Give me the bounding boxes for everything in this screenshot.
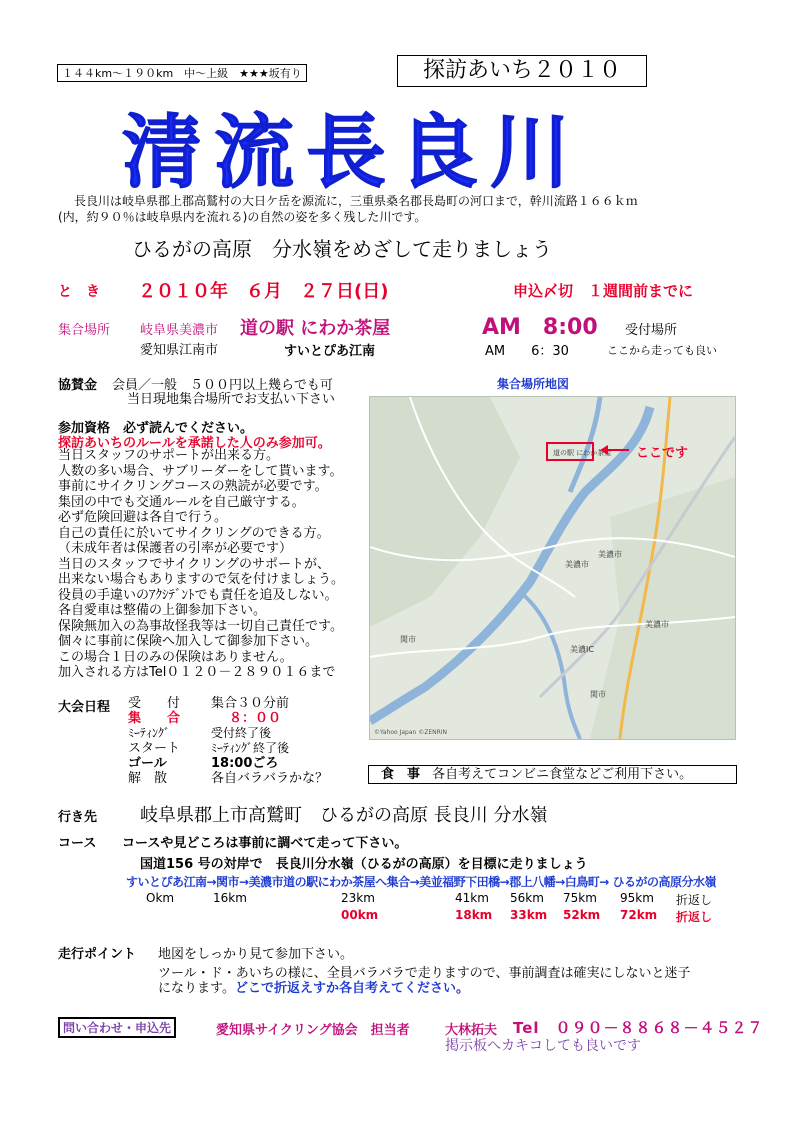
qualification-item: 出来ない場合もありますので気を付けましょう。 xyxy=(58,572,345,587)
qualification-item: この場合１日のみの保険はありません。 xyxy=(58,649,293,665)
course-route: すいとぴあ江南→関市→美濃市道の駅にわか茶屋へ集合→美並福野下田橋→郡上八幡→白鳥町→ ひるがの高原分水嶺 xyxy=(126,875,717,889)
callout-arrow xyxy=(605,449,629,451)
distance-b-3: 52km xyxy=(563,908,601,922)
qualification-heading: 参加資格 必ず読んでください。 xyxy=(58,421,254,436)
contact-note: 掲示板へカキコしても良いです xyxy=(445,1038,641,1054)
qualification-item: 自己の責任に於いてサイクリングのできる方。 xyxy=(58,525,330,541)
qualification-item: 事前にサイクリングコースの熟読が必要です。 xyxy=(58,479,328,494)
schedule-value: 受付終了後 xyxy=(211,726,272,740)
distance-a-6: 95km xyxy=(620,891,654,905)
page-title: 清流長良川 xyxy=(122,106,582,199)
schedule-value: 集合３０分前 xyxy=(211,696,290,711)
meeting-time-2: AM 6：30 xyxy=(485,344,569,359)
map-label-station: 道の駅 にわか茶屋 xyxy=(553,449,612,457)
meeting-place-1: 道の駅 にわか茶屋 xyxy=(240,318,391,339)
fee-line-1: 会員／一般 ５００円以上幾らでも可 xyxy=(112,378,333,393)
qualification-item: 必ず危険回避は各自で行う。 xyxy=(58,510,228,525)
distance-a-7: 折返し xyxy=(676,893,713,907)
map-label-4: 関市 xyxy=(590,690,606,699)
map-copyright: ©Yahoo Japan ©ZENRIN xyxy=(374,729,448,736)
distance-a-1: 16km xyxy=(213,891,247,905)
qualification-item: 人数の多い場合、サブリーダーをして貰います。 xyxy=(58,463,343,479)
schedule-value: 18:00ごろ xyxy=(211,756,279,771)
fee-label: 協賛金 xyxy=(58,378,98,393)
schedule-value: ８：００ xyxy=(229,711,282,726)
schedule-label: 大会日程 xyxy=(58,700,111,715)
arrow-head-icon xyxy=(600,445,608,455)
course-spec: １４４km～１９０km 中～上級 ★★★坂有り xyxy=(57,64,307,82)
qualification-item: 加入される方はTel０１２０－２８９０１６まで xyxy=(58,665,336,680)
qualification-item: 当日のスタッフでサイクリングのサポートが、 xyxy=(58,556,330,572)
schedule-key: ゴール xyxy=(128,756,167,771)
intro-line-1: 長良川は岐阜県郡上郡高鷲村の大日ケ岳を源流に，三重県桑名郡長島町の河口まで，幹川流路１６６ｋｍ xyxy=(74,194,638,208)
meeting-note-1: 受付場所 xyxy=(625,323,678,338)
intro-line-2: (内，約９０％は岐阜県内を流れる)の自然の姿を多く残した川です。 xyxy=(58,210,427,224)
distance-a-0: Okm xyxy=(146,891,175,905)
distance-a-2: 23km xyxy=(341,891,375,905)
contact-person: 大林拓夫 xyxy=(445,1023,498,1038)
qualification-item: 役員の手違いのｱｸｼﾃﾞﾝﾄでも責任を追及しない。 xyxy=(58,587,338,603)
map-callout: ここです xyxy=(636,446,689,461)
map-label-5: 美濃市 xyxy=(645,620,669,629)
destination-text: 岐阜県郡上市高鷲町 ひるがの高原 長良川 分水嶺 xyxy=(140,805,548,826)
event-name: 探訪あいち２０１０ xyxy=(397,55,647,87)
qualification-item: 各自愛車は整備の上御参加下さい。 xyxy=(58,603,267,618)
meeting-city-1: 岐阜県美濃市 xyxy=(140,323,219,338)
distance-a-5: 75km xyxy=(563,891,597,905)
qualification-item: 集団の中でも交通ルールを自己厳守する。 xyxy=(58,494,305,510)
contact-tel[interactable]: Tel ０９０－８８６８－４５２７ xyxy=(513,1019,764,1037)
meal-label: 食 事 xyxy=(381,767,421,782)
meeting-time-1: AM 8:00 xyxy=(482,315,598,340)
qualification-item: 個々に事前に保険へ加入して御参加下さい。 xyxy=(58,634,319,649)
map-label-2: 美濃市 xyxy=(598,550,622,559)
meal-box xyxy=(368,765,737,784)
distance-b-0: 00km xyxy=(341,908,379,922)
schedule-value: ﾐｰﾃｨﾝｸﾞ終了後 xyxy=(211,741,290,755)
map-label-3: 関市 xyxy=(400,635,416,644)
qualification-rule: 探訪あいちのルールを承諾した人のみ参加可。 xyxy=(58,436,331,451)
schedule-keys xyxy=(128,696,180,786)
date-value: ２０１０年 ６月 ２７日(日) xyxy=(138,281,389,302)
meeting-label: 集合場所 xyxy=(58,323,111,338)
distance-b-2: 33km xyxy=(510,908,548,922)
distance-a-3: 41km xyxy=(455,891,489,905)
schedule-key: ﾐｰﾃｨﾝｸﾞ xyxy=(128,726,171,740)
schedule-key: 集 合 xyxy=(128,711,181,726)
contact-label: 問い合わせ・申込先 xyxy=(58,1017,176,1038)
meeting-city-2: 愛知県江南市 xyxy=(140,343,219,358)
distance-b-5: 折返し xyxy=(676,910,713,924)
date-label: と き xyxy=(58,284,100,300)
course-line-2: 国道156 号の対岸で 長良川分水嶺（ひるがの高原）を目標に走りましょう xyxy=(140,857,588,872)
meeting-place-2: すいとぴあ江南 xyxy=(284,344,376,359)
map-caption: 集合場所地図 xyxy=(497,377,570,391)
map-label-6: 美濃IC xyxy=(570,645,594,654)
qualification-item: 保険無加入の為事故怪我等は一切自己責任です。 xyxy=(58,618,343,634)
qualification-item: （未成年者は保護者の引率が必要です） xyxy=(58,541,293,556)
points-line-3 xyxy=(158,977,469,996)
schedule-values xyxy=(211,696,328,786)
schedule-value: 各自バラバラかな？ xyxy=(211,771,329,786)
points-line-2: ツール・ド・あいちの様に、全員バラバラで走りますので、事前調査は確実にしないと迷子 xyxy=(158,966,691,981)
distance-b-4: 72km xyxy=(620,908,658,922)
schedule-key: 解 散 xyxy=(128,771,168,786)
contact-org: 愛知県サイクリング協会 担当者 xyxy=(216,1023,410,1038)
meeting-note-2: ここから走っても良い xyxy=(607,344,717,357)
subtitle: ひるがの高原 分水嶺をめざして走りましょう xyxy=(132,237,552,261)
distance-b-1: 18km xyxy=(455,908,493,922)
destination-label: 行き先 xyxy=(58,810,98,825)
map-label-1: 美濃市 xyxy=(565,560,589,569)
meal-text: 各自考えてコンビニ食堂などご利用下さい。 xyxy=(432,767,693,782)
distance-a-4: 56km xyxy=(510,891,544,905)
qualification-item: 当日スタッフのサポートが出来る方。 xyxy=(58,448,280,463)
fee-line-2: 当日現地集合場所でお支払い下さい xyxy=(127,392,336,407)
schedule-key: 受 付 xyxy=(128,696,181,711)
course-label: コース xyxy=(58,836,97,851)
qualification-list xyxy=(58,448,344,681)
deadline: 申込〆切 １週間前までに xyxy=(513,282,694,300)
points-line-3a: になります。 xyxy=(158,981,235,996)
points-label: 走行ポイント xyxy=(58,947,137,962)
points-line-3b: どこで折返えすか各自考えてください。 xyxy=(234,981,469,996)
points-line-1: 地図をしっかり見て参加下さい。 xyxy=(158,947,354,962)
course-line-1: コースや見どころは事前に調べて走って下さい。 xyxy=(122,836,408,851)
schedule-key: スタート xyxy=(128,741,181,756)
